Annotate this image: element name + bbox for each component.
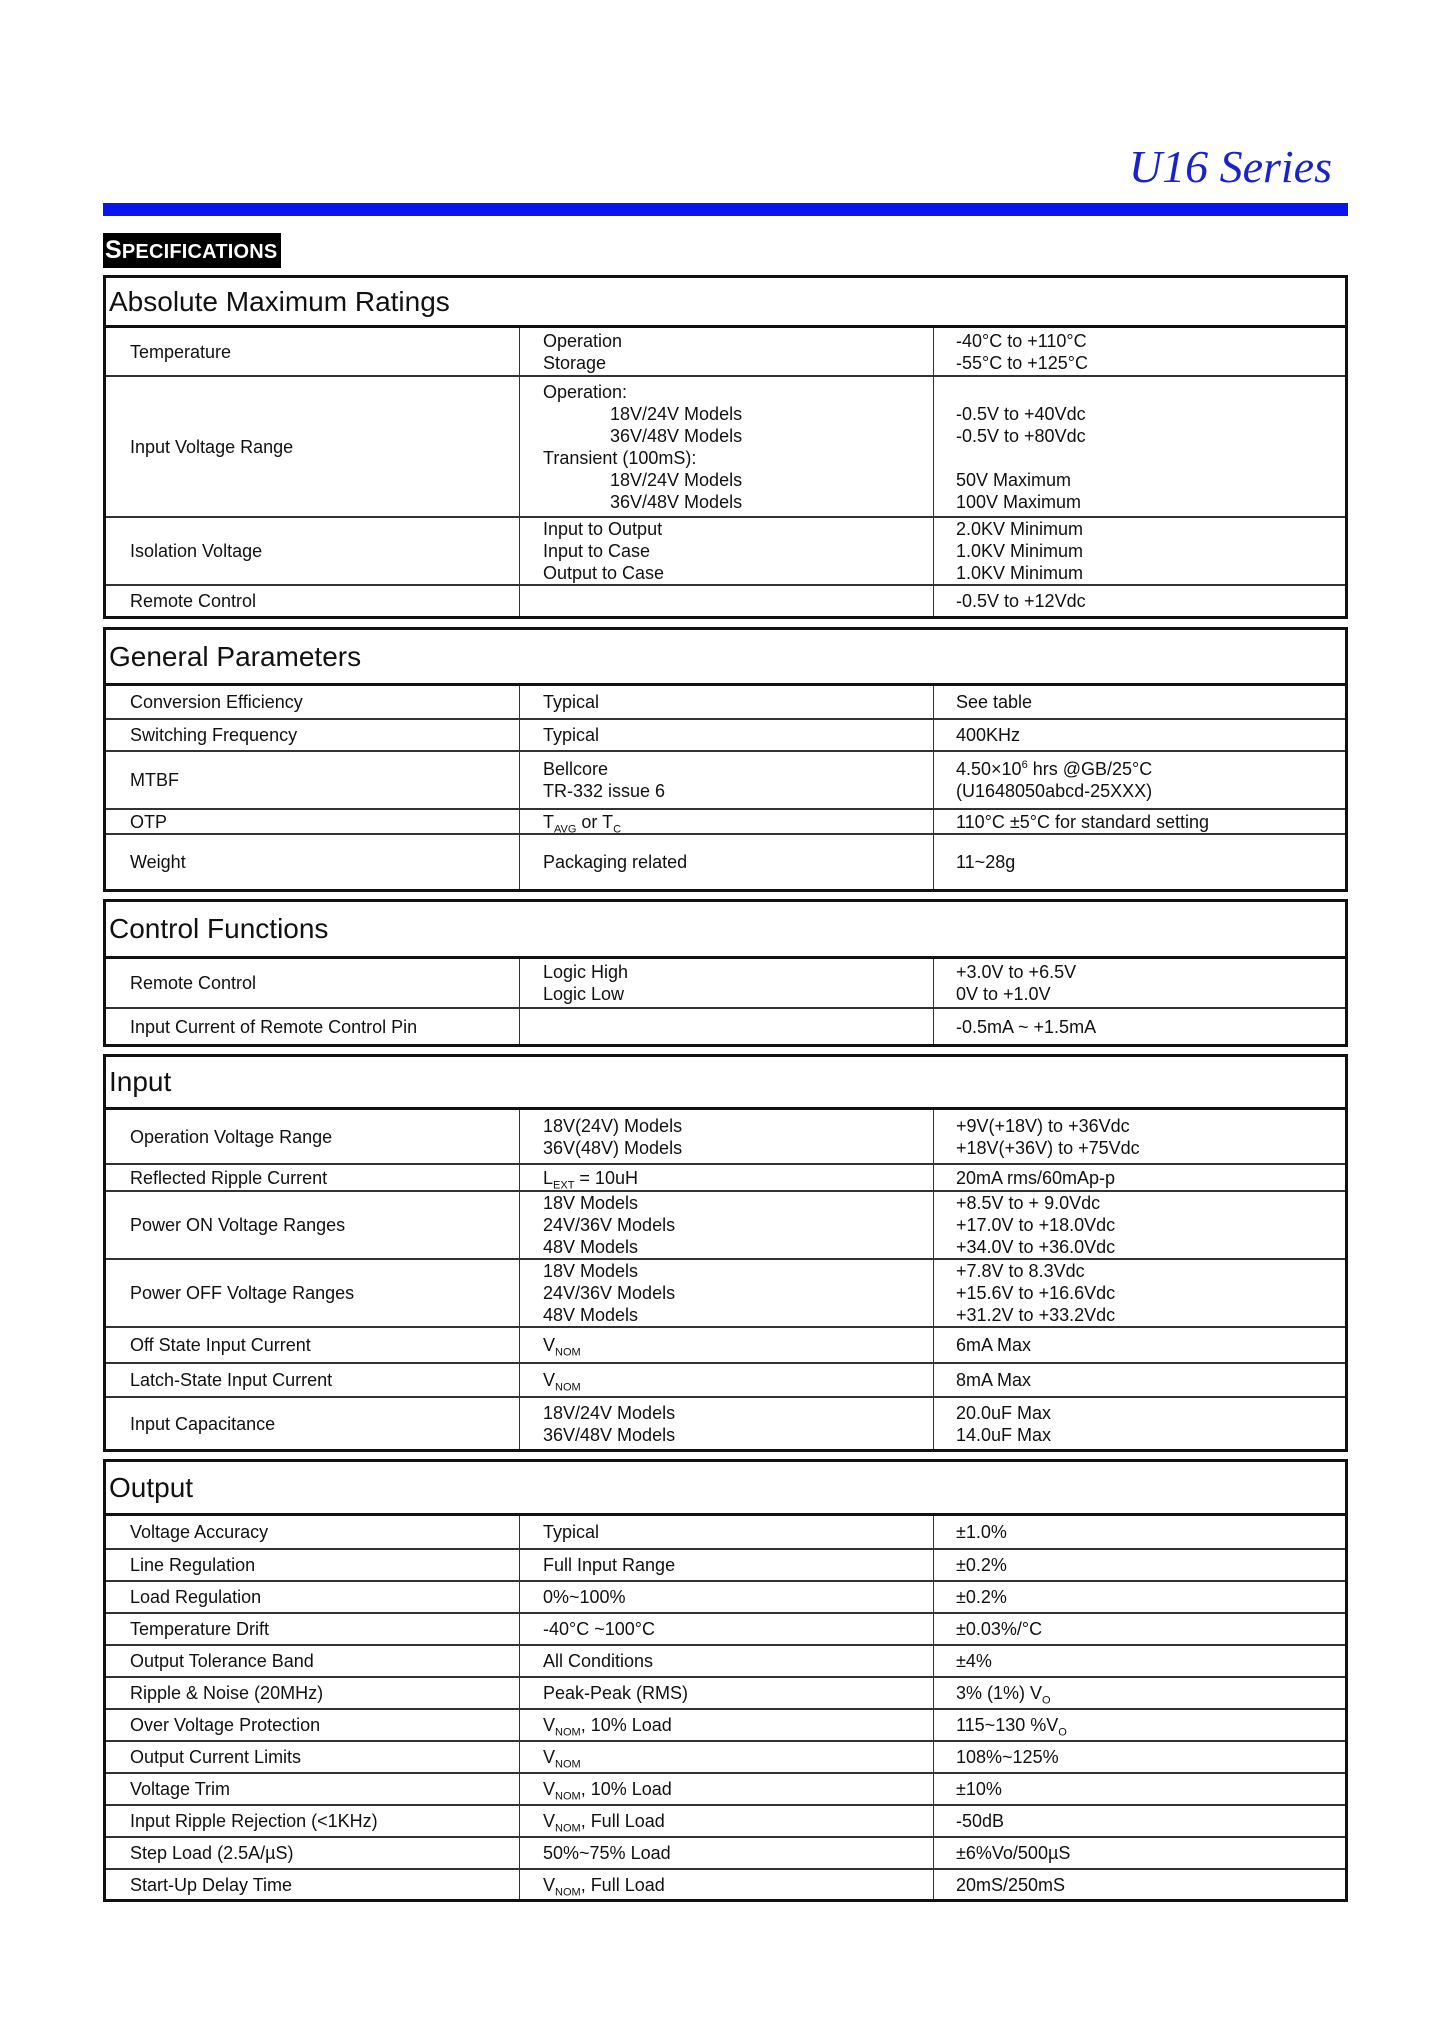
- value-line: 20mS/250mS: [956, 1874, 1066, 1895]
- text-segment: , 10% Load: [580, 1779, 672, 1799]
- condition-line: [543, 1810, 933, 1835]
- subscript-text: O: [1058, 1726, 1067, 1739]
- value-line: -0.5mA ~ +1.5mA: [956, 1016, 1097, 1037]
- condition-line: 36V/48V Models: [610, 425, 743, 446]
- parameter-label: Line Regulation: [130, 1555, 256, 1575]
- value-line: 6mA Max: [956, 1335, 1032, 1355]
- parameter-cell: [106, 959, 520, 1007]
- condition-line: TR-332 issue 6: [543, 781, 666, 801]
- table-row: [106, 718, 1345, 750]
- condition-line: [543, 1714, 933, 1739]
- value-line: [956, 1714, 1345, 1739]
- parameter-label: Isolation Voltage: [130, 541, 263, 561]
- value-cell: [934, 1582, 1345, 1612]
- condition-cell: [520, 1710, 934, 1740]
- subscript-text: O: [1042, 1694, 1051, 1707]
- value-cell: [934, 1678, 1345, 1708]
- condition-line: [543, 1167, 933, 1192]
- table-row: [106, 833, 1345, 889]
- condition-line: 50%~75% Load: [543, 1843, 671, 1863]
- section-title-rest: PECIFICATIONS: [121, 241, 278, 263]
- condition-line: Input to Output: [543, 519, 663, 539]
- condition-cell: [520, 1614, 934, 1644]
- output-table: [103, 1459, 1348, 1902]
- condition-cell: [520, 1260, 934, 1326]
- parameter-cell: [106, 686, 520, 718]
- parameter-cell: [106, 1364, 520, 1396]
- condition-cell: [520, 959, 934, 1007]
- condition-line: Peak-Peak (RMS): [543, 1683, 689, 1703]
- condition-cell: [520, 1678, 934, 1708]
- value-cell: [934, 1364, 1345, 1396]
- value-line: +31.2V to +33.2Vdc: [956, 1305, 1116, 1325]
- subscript-text: NOM: [555, 1758, 581, 1771]
- parameter-label: Step Load (2.5A/µS): [130, 1843, 294, 1863]
- condition-cell: [520, 518, 934, 584]
- value-cell: [934, 1328, 1345, 1362]
- table-row: [106, 1612, 1345, 1644]
- value-line: ±10%: [956, 1779, 1002, 1799]
- condition-line: All Conditions: [543, 1651, 654, 1671]
- condition-cell: [520, 1192, 934, 1258]
- table-row: [106, 1804, 1345, 1836]
- condition-line: -40°C ~100°C: [543, 1619, 655, 1639]
- value-line: +15.6V to +16.6Vdc: [956, 1283, 1116, 1303]
- condition-line: Output to Case: [543, 563, 665, 583]
- value-cell: [934, 518, 1345, 584]
- table-row: [106, 808, 1345, 836]
- value-line: +7.8V to 8.3Vdc: [956, 1261, 1085, 1281]
- value-cell: [934, 1110, 1345, 1163]
- parameter-cell: [106, 1710, 520, 1740]
- text-segment: 4.50×10: [956, 759, 1022, 779]
- parameter-label: Remote Control: [130, 591, 257, 611]
- condition-cell: [520, 1646, 934, 1676]
- value-line: 1.0KV Minimum: [956, 563, 1084, 583]
- condition-line: Packaging related: [543, 852, 688, 872]
- parameter-cell: [106, 1260, 520, 1326]
- parameter-cell: [106, 1678, 520, 1708]
- value-line: 20mA rms/60mAp-p: [956, 1167, 1116, 1188]
- condition-cell: [520, 1582, 934, 1612]
- table-row: [106, 1644, 1345, 1676]
- table-row: [106, 1868, 1345, 1899]
- parameter-cell: [106, 1550, 520, 1580]
- parameter-cell: [106, 1838, 520, 1868]
- parameter-cell: [106, 1582, 520, 1612]
- condition-line: Typical: [543, 725, 600, 745]
- value-cell: [934, 1550, 1345, 1580]
- condition-cell: [520, 1165, 934, 1190]
- parameter-label: Input Ripple Rejection (<1KHz): [130, 1811, 378, 1831]
- parameter-label: Output Tolerance Band: [130, 1651, 314, 1671]
- value-cell: [934, 1614, 1345, 1644]
- text-segment: V: [543, 1715, 556, 1735]
- text-segment: , Full Load: [580, 1874, 665, 1895]
- subscript-text: C: [613, 823, 622, 836]
- value-cell: [934, 752, 1345, 808]
- value-cell: [934, 1870, 1345, 1899]
- parameter-label: Start-Up Delay Time: [130, 1874, 293, 1895]
- series-title: U16 Series: [1128, 141, 1332, 192]
- table-row: [106, 1836, 1345, 1868]
- text-segment: L: [543, 1167, 554, 1188]
- text-segment: V: [543, 1874, 556, 1895]
- text-segment: V: [543, 1335, 556, 1355]
- value-cell: [934, 1009, 1345, 1044]
- table-row: [106, 1190, 1345, 1258]
- subscript-text: NOM: [555, 1822, 581, 1835]
- value-cell: [934, 720, 1345, 750]
- table-row: [106, 375, 1345, 516]
- section-title-initial: S: [105, 236, 122, 264]
- condition-cell: [520, 377, 934, 516]
- value-line: 108%~125%: [956, 1747, 1059, 1767]
- parameter-cell: [106, 720, 520, 750]
- table-row: [106, 1258, 1345, 1326]
- value-line: See table: [956, 692, 1033, 712]
- parameter-label: Operation Voltage Range: [130, 1126, 333, 1147]
- table-row: [106, 584, 1345, 616]
- parameter-cell: [106, 1870, 520, 1899]
- condition-line: [543, 1874, 933, 1899]
- parameter-cell: [106, 810, 520, 833]
- parameter-cell: [106, 1110, 520, 1163]
- value-line: ±1.0%: [956, 1522, 1007, 1542]
- parameter-label: Load Regulation: [130, 1587, 262, 1607]
- value-line: ±0.2%: [956, 1555, 1007, 1575]
- parameter-cell: [106, 586, 520, 616]
- parameter-cell: [106, 1774, 520, 1804]
- condition-cell: [520, 586, 934, 616]
- condition-line: Input to Case: [543, 541, 651, 561]
- parameter-label: Reflected Ripple Current: [130, 1167, 328, 1188]
- table-row: [106, 686, 1345, 718]
- value-line: 50V Maximum: [956, 469, 1072, 490]
- value-line: ±4%: [956, 1651, 992, 1671]
- condition-line: Logic High: [543, 962, 629, 982]
- absolute-maximum-ratings-table: [103, 275, 1348, 619]
- value-line: 1.0KV Minimum: [956, 541, 1084, 561]
- condition-line: Storage: [543, 352, 607, 373]
- condition-line: 36V/48V Models: [610, 491, 743, 512]
- condition-line: 18V/24V Models: [610, 403, 743, 424]
- value-cell: [934, 1646, 1345, 1676]
- value-line: -40°C to +110°C: [956, 330, 1087, 351]
- table-row: [106, 1396, 1345, 1449]
- condition-line: Typical: [543, 1522, 600, 1542]
- text-segment: = 10uH: [574, 1167, 638, 1188]
- table-row: [106, 1580, 1345, 1612]
- value-cell: [934, 1516, 1345, 1548]
- table-row: [106, 750, 1345, 808]
- value-line: [956, 447, 1345, 469]
- parameter-label: Latch-State Input Current: [130, 1370, 333, 1390]
- value-cell: [934, 1165, 1345, 1190]
- value-line: +9V(+18V) to +36Vdc: [956, 1115, 1130, 1136]
- condition-line: 0%~100%: [543, 1587, 626, 1607]
- condition-line: [543, 1334, 933, 1359]
- general-parameters-table: [103, 627, 1348, 892]
- value-cell: [934, 1838, 1345, 1868]
- table-row: [106, 1007, 1345, 1044]
- condition-cell: [520, 328, 934, 375]
- parameter-label: Voltage Trim: [130, 1779, 231, 1799]
- parameter-label: Switching Frequency: [130, 725, 298, 745]
- value-line: 2.0KV Minimum: [956, 519, 1084, 539]
- parameter-label: Over Voltage Protection: [130, 1715, 321, 1735]
- condition-line: [543, 811, 933, 836]
- value-line: +17.0V to +18.0Vdc: [956, 1215, 1116, 1235]
- condition-cell: [520, 1110, 934, 1163]
- condition-cell: [520, 1838, 934, 1868]
- parameter-label: Output Current Limits: [130, 1747, 302, 1767]
- text-segment: V: [543, 1811, 556, 1831]
- value-line: [956, 1682, 1345, 1707]
- parameter-cell: [106, 1165, 520, 1190]
- value-line: +34.0V to +36.0Vdc: [956, 1237, 1116, 1257]
- section-title-specifications: [103, 233, 281, 268]
- text-segment: T: [543, 811, 554, 832]
- subscript-text: NOM: [555, 1886, 581, 1899]
- table-row: [106, 1326, 1345, 1362]
- table-heading: Input: [106, 1057, 1345, 1110]
- subscript-text: NOM: [555, 1346, 581, 1359]
- parameter-label: Power OFF Voltage Ranges: [130, 1283, 355, 1303]
- parameter-label: Input Voltage Range: [130, 436, 294, 457]
- table-row: [106, 516, 1345, 584]
- control-functions-table: [103, 899, 1348, 1047]
- condition-cell: [520, 752, 934, 808]
- parameter-label: Power ON Voltage Ranges: [130, 1215, 346, 1235]
- value-cell: [934, 1260, 1345, 1326]
- parameter-label: Off State Input Current: [130, 1335, 311, 1355]
- value-cell: [934, 1398, 1345, 1449]
- parameter-cell: [106, 518, 520, 584]
- value-line: +8.5V to + 9.0Vdc: [956, 1193, 1101, 1213]
- table-row: [106, 1676, 1345, 1708]
- condition-line: 18V(24V) Models: [543, 1115, 683, 1136]
- parameter-label: Ripple & Noise (20MHz): [130, 1683, 324, 1703]
- parameter-cell: [106, 1646, 520, 1676]
- condition-line: [543, 1778, 933, 1803]
- text-segment: 115~130 %V: [956, 1715, 1059, 1735]
- condition-line: [543, 1369, 933, 1394]
- value-cell: [934, 1192, 1345, 1258]
- parameter-label: Temperature Drift: [130, 1619, 270, 1639]
- condition-line: 18V Models: [543, 1261, 639, 1281]
- condition-cell: [520, 1870, 934, 1899]
- table-heading: Absolute Maximum Ratings: [106, 278, 1345, 328]
- header-divider-bar: [103, 203, 1348, 216]
- condition-line: 18V/24V Models: [610, 469, 743, 490]
- table-row: [106, 1708, 1345, 1740]
- parameter-cell: [106, 752, 520, 808]
- parameter-cell: [106, 328, 520, 375]
- condition-cell: [520, 720, 934, 750]
- parameter-cell: [106, 1398, 520, 1449]
- subscript-text: NOM: [555, 1381, 581, 1394]
- value-cell: [934, 377, 1345, 516]
- subscript-text: AVG: [554, 823, 577, 836]
- table-row: [106, 1362, 1345, 1396]
- value-cell: [934, 328, 1345, 375]
- value-cell: [934, 1742, 1345, 1772]
- value-line: (U1648050abcd-25XXX): [956, 781, 1153, 801]
- value-line: 11~28g: [956, 852, 1016, 872]
- condition-line: 48V Models: [543, 1237, 639, 1257]
- value-line: -0.5V to +12Vdc: [956, 591, 1086, 611]
- subscript-text: EXT: [553, 1179, 575, 1192]
- table-row: [106, 959, 1345, 1007]
- condition-cell: [520, 686, 934, 718]
- condition-line: 24V/36V Models: [543, 1215, 676, 1235]
- condition-line: 36V(48V) Models: [543, 1137, 683, 1158]
- value-cell: [934, 959, 1345, 1007]
- parameter-label: MTBF: [130, 770, 179, 790]
- table-row: [106, 328, 1345, 375]
- table-row: [106, 1163, 1345, 1190]
- value-cell: [934, 1710, 1345, 1740]
- table-heading: Control Functions: [106, 902, 1345, 959]
- parameter-label: Input Current of Remote Control Pin: [130, 1016, 418, 1037]
- table-row: [106, 1740, 1345, 1772]
- parameter-cell: [106, 1328, 520, 1362]
- value-cell: [934, 586, 1345, 616]
- parameter-cell: [106, 835, 520, 889]
- condition-line: Bellcore: [543, 759, 609, 779]
- value-line: 8mA Max: [956, 1370, 1032, 1390]
- text-segment: , Full Load: [580, 1811, 665, 1831]
- value-cell: [934, 1806, 1345, 1836]
- text-segment: V: [543, 1779, 556, 1799]
- text-segment: V: [543, 1370, 556, 1390]
- table-row: [106, 1110, 1345, 1163]
- condition-line: 36V/48V Models: [543, 1424, 676, 1445]
- text-segment: , 10% Load: [580, 1715, 672, 1735]
- condition-line: Full Input Range: [543, 1555, 676, 1575]
- text-segment: V: [543, 1747, 556, 1767]
- condition-cell: [520, 1364, 934, 1396]
- value-line: ±0.2%: [956, 1587, 1007, 1607]
- value-line: ±6%Vo/500µS: [956, 1843, 1071, 1863]
- table-heading: Output: [106, 1462, 1345, 1516]
- condition-line: 24V/36V Models: [543, 1283, 676, 1303]
- condition-line: 18V/24V Models: [543, 1402, 676, 1423]
- value-cell: [934, 686, 1345, 718]
- table-row: [106, 1772, 1345, 1804]
- value-line: -55°C to +125°C: [956, 352, 1088, 373]
- parameter-label: Voltage Accuracy: [130, 1522, 269, 1542]
- text-segment: 3% (1%) V: [956, 1683, 1043, 1703]
- value-cell: [934, 835, 1345, 889]
- parameter-cell: [106, 1009, 520, 1044]
- condition-cell: [520, 1742, 934, 1772]
- value-line: 110°C ±5°C for standard setting: [956, 811, 1210, 832]
- condition-cell: [520, 810, 934, 836]
- parameter-cell: [106, 1742, 520, 1772]
- table-row: [106, 1516, 1345, 1548]
- condition-cell: [520, 835, 934, 889]
- value-line: -0.5V to +80Vdc: [956, 425, 1086, 446]
- condition-cell: [520, 1774, 934, 1804]
- value-line: [956, 758, 1345, 780]
- subscript-text: NOM: [555, 1726, 581, 1739]
- table-heading: General Parameters: [106, 630, 1345, 686]
- value-line: 100V Maximum: [956, 491, 1082, 512]
- condition-line: Logic Low: [543, 984, 625, 1004]
- value-line: 20.0uF Max: [956, 1402, 1052, 1423]
- condition-line: Operation: [543, 330, 623, 351]
- parameter-cell: [106, 377, 520, 516]
- condition-cell: [520, 1516, 934, 1548]
- condition-cell: [520, 1398, 934, 1449]
- value-cell: [934, 810, 1345, 833]
- input-table: [103, 1054, 1348, 1452]
- text-segment: or T: [576, 811, 614, 832]
- condition-line: [543, 1746, 933, 1771]
- value-line: 0V to +1.0V: [956, 984, 1051, 1004]
- value-line: ±0.03%/°C: [956, 1619, 1043, 1639]
- text-segment: hrs @GB/25°C: [1027, 759, 1153, 779]
- subscript-text: NOM: [555, 1790, 581, 1803]
- parameter-cell: [106, 1806, 520, 1836]
- value-line: +18V(+36V) to +75Vdc: [956, 1137, 1140, 1158]
- value-line: 400KHz: [956, 725, 1021, 745]
- value-cell: [934, 1774, 1345, 1804]
- value-line: -50dB: [956, 1811, 1005, 1831]
- condition-line: 48V Models: [543, 1305, 639, 1325]
- value-line: 14.0uF Max: [956, 1424, 1052, 1445]
- condition-cell: [520, 1806, 934, 1836]
- condition-cell: [520, 1550, 934, 1580]
- parameter-label: Weight: [130, 852, 186, 872]
- parameter-cell: [106, 1192, 520, 1258]
- condition-line: Transient (100mS):: [543, 447, 697, 468]
- value-line: [956, 381, 1345, 403]
- condition-line: 18V Models: [543, 1193, 639, 1213]
- condition-cell: [520, 1328, 934, 1362]
- parameter-label: Input Capacitance: [130, 1413, 276, 1434]
- value-line: -0.5V to +40Vdc: [956, 403, 1086, 424]
- table-row: [106, 1548, 1345, 1580]
- superscript-text: 6: [1021, 759, 1028, 771]
- parameter-label: Conversion Efficiency: [130, 692, 303, 712]
- parameter-cell: [106, 1614, 520, 1644]
- value-line: +3.0V to +6.5V: [956, 962, 1077, 982]
- parameter-label: Remote Control: [130, 973, 257, 993]
- condition-cell: [520, 1009, 934, 1044]
- condition-line: Operation:: [543, 381, 628, 402]
- condition-line: Typical: [543, 692, 600, 712]
- parameter-label: OTP: [130, 811, 168, 832]
- parameter-label: Temperature: [130, 341, 232, 362]
- parameter-cell: [106, 1516, 520, 1548]
